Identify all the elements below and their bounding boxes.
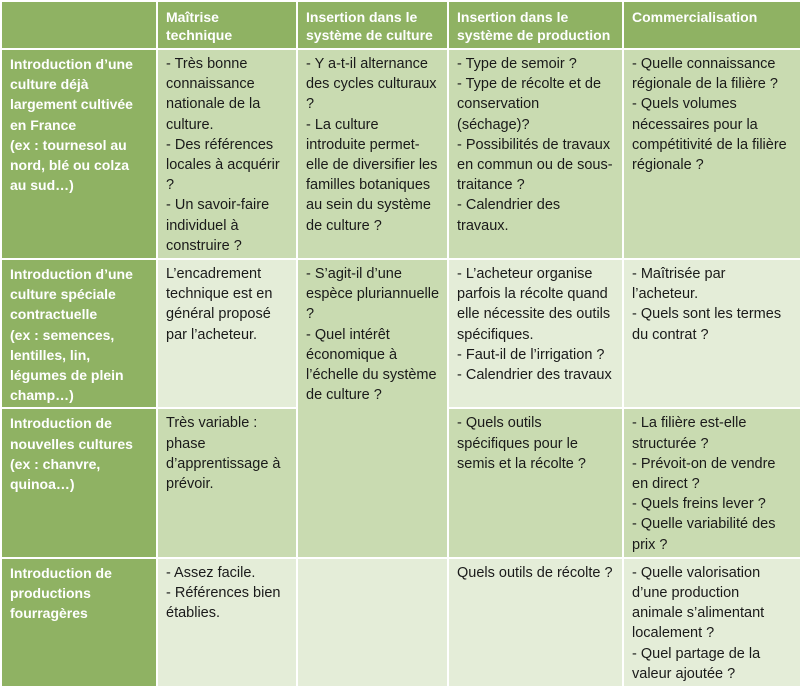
cell-technique-productions-fourrageres: - Assez facile. - Références bien établies. <box>157 558 297 687</box>
cell-systeme-culture-fourrageres <box>297 558 448 687</box>
cell-commercialisation-culture-contractuelle: - Maîtrisée par l’acheteur. - Quels sont les termes du contrat ? <box>623 259 800 408</box>
row-productions-fourrageres <box>1 558 800 687</box>
row-culture-contractuelle <box>1 259 800 408</box>
header-row <box>1 1 800 49</box>
header-commercialisation: Commercialisation <box>623 1 800 49</box>
cell-commercialisation-culture-cultivee: - Quelle connaissance régionale de la filière ? - Quels volumes nécessaires pour la compétitivité de la filière régionale ? <box>623 49 800 259</box>
row-label-culture-contractuelle: Introduction d’une culture spéciale contractuelle (ex : semences, lentilles, lin, légumes de plein champ…) <box>1 259 157 408</box>
cell-production-productions-fourrageres: Quels outils de récolte ? <box>448 558 623 687</box>
row-label-productions-fourrageres: Introduction de productions fourragères <box>1 558 157 687</box>
cell-production-culture-contractuelle: - L’acheteur organise parfois la récolte quand elle nécessite des outils spécifiques. - Faut-il de l’irrigation ? - Calendrier des travaux <box>448 259 623 408</box>
cell-technique-culture-contractuelle: L’encadrement technique est en général proposé par l’acheteur. <box>157 259 297 408</box>
row-label-culture-cultivee: Introduction d’une culture déjà largement cultivée en France (ex : tournesol au nord, blé ou colza au sud…) <box>1 49 157 259</box>
header-systeme-culture: Insertion dans le système de culture <box>297 1 448 49</box>
cell-systeme-culture-top: - Y a-t-il alternance des cycles culturaux ? - La culture introduite permet-elle de diversifier les familles botaniques au sein du système de culture ? <box>297 49 448 259</box>
cell-commercialisation-nouvelles-cultures: - La filière est-elle structurée ? - Prévoit-on de vendre en direct ? - Quels freins lever ? - Quelle variabilité des prix ? <box>623 408 800 557</box>
cell-technique-culture-cultivee: - Très bonne connaissance nationale de la culture. - Des références locales à acquérir ? - Un savoir-faire individuel à construire ? <box>157 49 297 259</box>
cell-production-culture-cultivee: - Type de semoir ? - Type de récolte et de conservation (séchage)? - Possibilités de travaux en commun ou de sous-traitance ? - Calendrier des travaux. <box>448 49 623 259</box>
cell-technique-nouvelles-cultures: Très variable : phase d’apprentissage à prévoir. <box>157 408 297 557</box>
cell-systeme-culture-bottom: - S’agit-il d’une espèce pluriannuelle ? - Quel intérêt économique à l’échelle du système de culture ? <box>297 259 448 558</box>
row-culture-cultivee <box>1 49 800 259</box>
corner-header <box>1 1 157 49</box>
header-maitrise-technique: Maîtrise technique <box>157 1 297 49</box>
cell-commercialisation-productions-fourrageres: - Quelle valorisation d’une production animale s’alimentant localement ? - Quel partage de la valeur ajoutée ? <box>623 558 800 687</box>
row-label-nouvelles-cultures: Introduction de nouvelles cultures (ex : chanvre, quinoa…) <box>1 408 157 557</box>
cell-production-nouvelles-cultures: - Quels outils spécifiques pour le semis et la récolte ? <box>448 408 623 557</box>
header-systeme-production: Insertion dans le système de production <box>448 1 623 49</box>
